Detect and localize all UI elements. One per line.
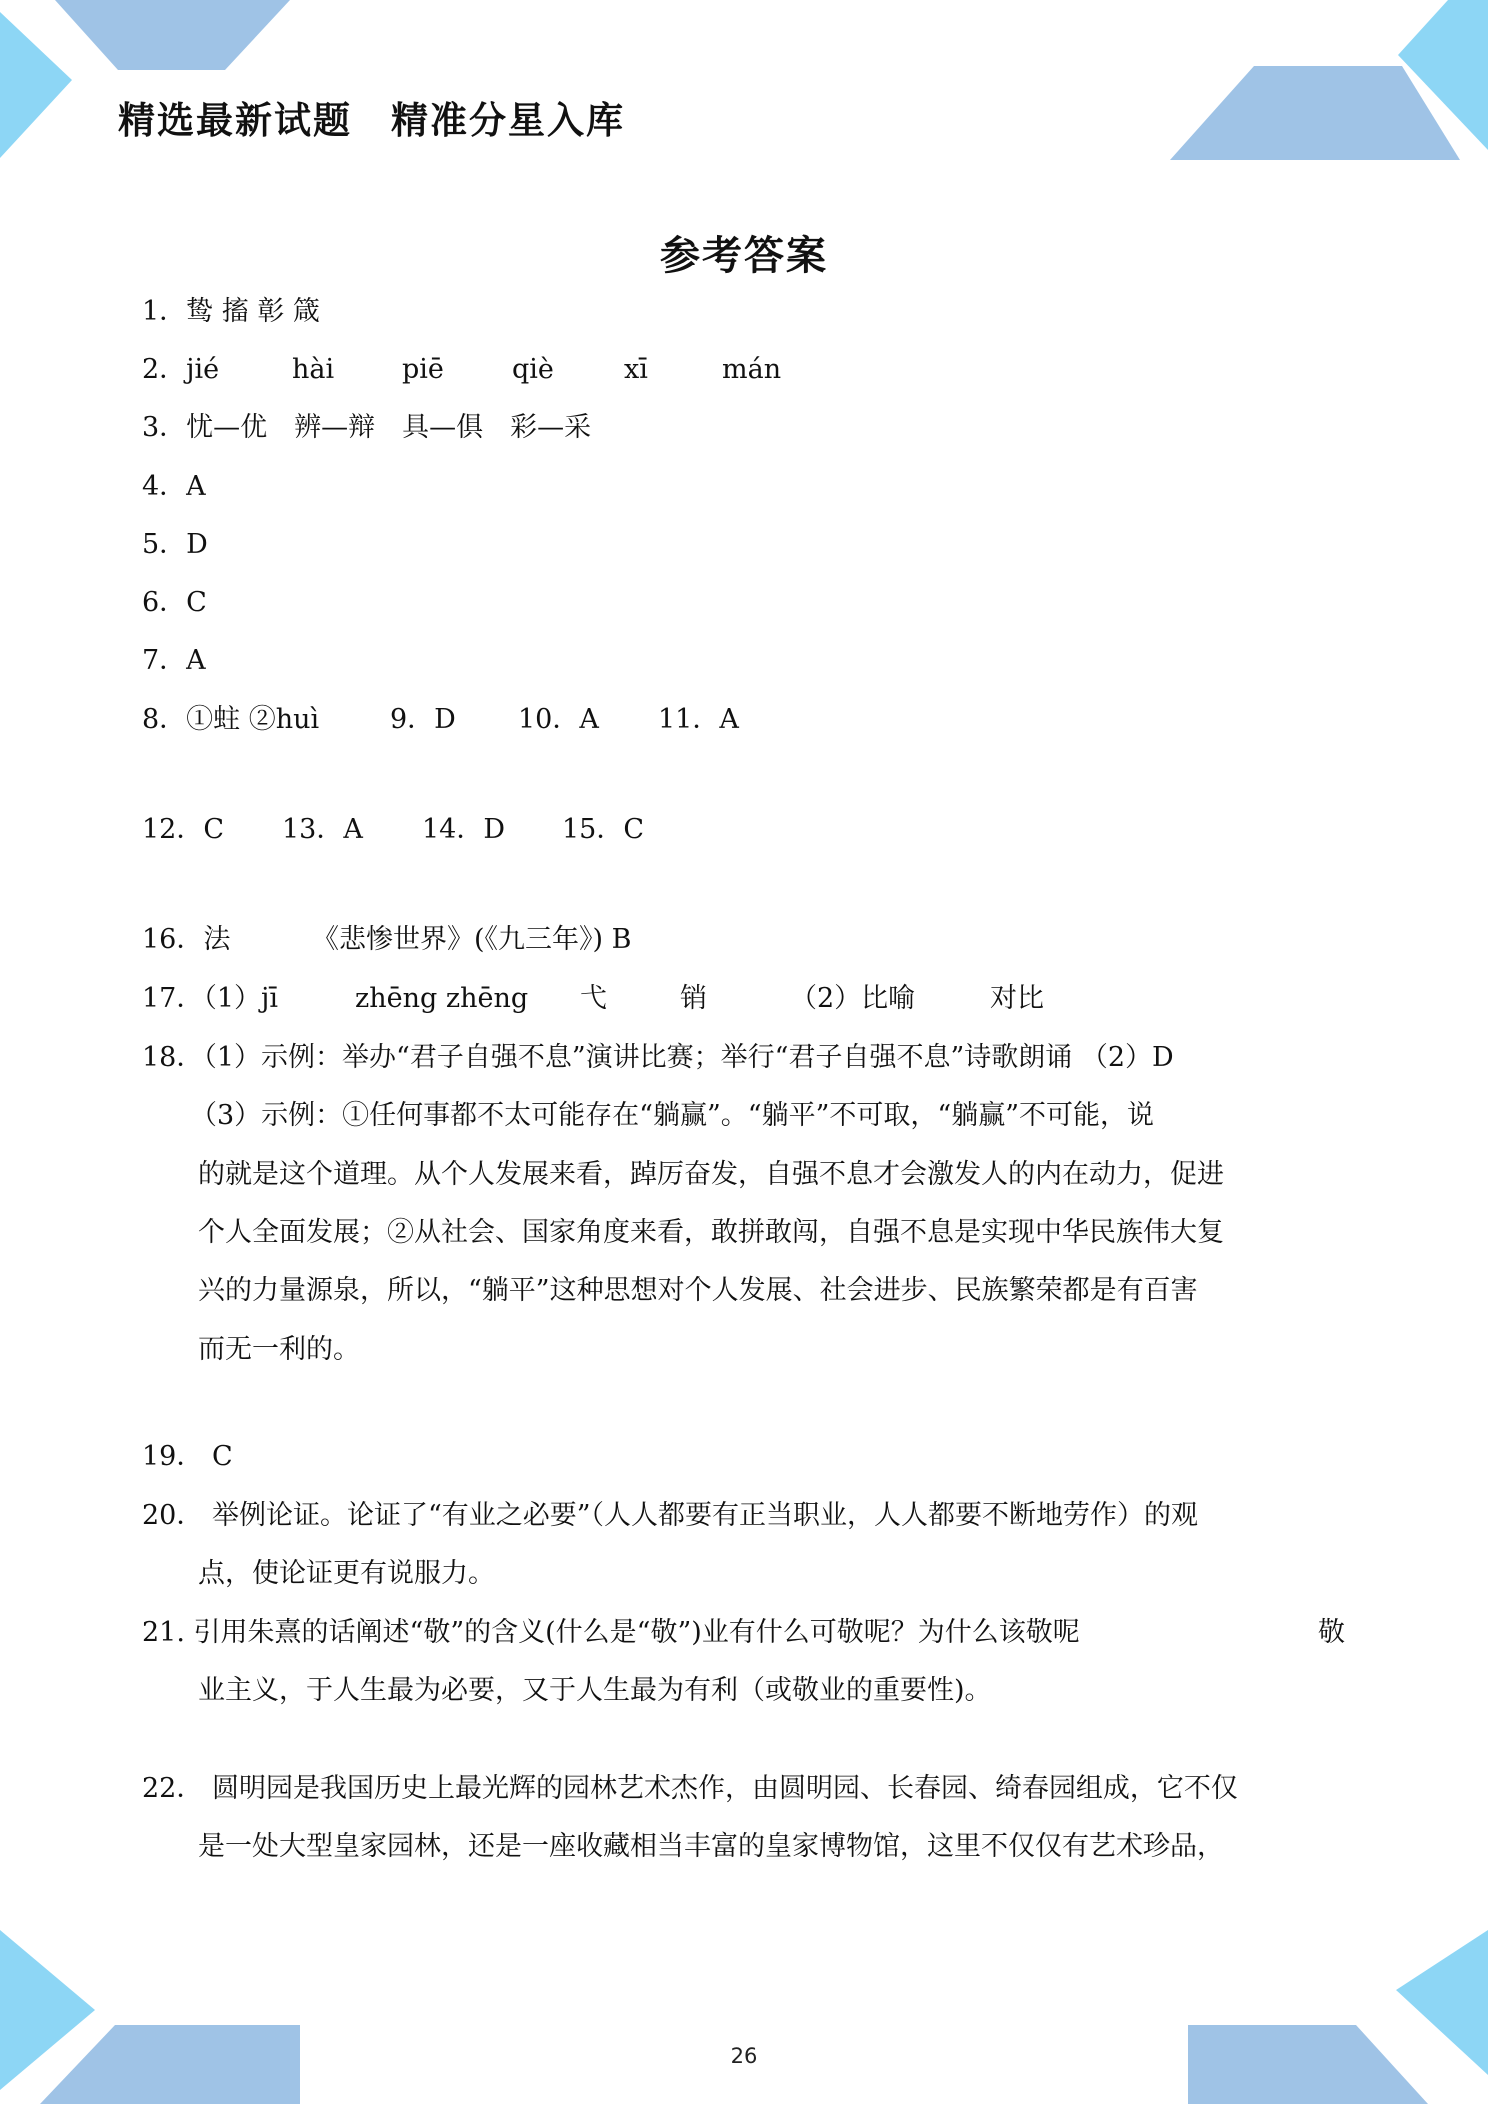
answer-item: 11．A	[658, 704, 739, 735]
answer-item: 弋	[580, 983, 607, 1014]
answer-item: 16．法	[142, 924, 231, 955]
answer-item: 14．D	[422, 814, 506, 845]
bottom-right-corner-decoration	[1168, 1930, 1488, 2104]
answer-item: 9．D	[390, 704, 456, 735]
answer-item: 8．①蛀 ②huì	[142, 704, 320, 735]
answer-21-line: 敬	[1318, 1617, 1345, 1648]
top-left-corner-decoration	[0, 0, 300, 170]
answer-12-15	[142, 810, 644, 850]
answer-item: 15．C	[562, 814, 645, 845]
answer-item: 《悲惨世界》(《九三年》) B	[312, 924, 632, 955]
answer-5: 5．D	[142, 529, 208, 560]
top-right-corner-decoration	[1170, 0, 1488, 170]
answer-21-line: 业主义，于人生最为必要，又于人生最为有利（或敬业的重要性)。	[198, 1675, 992, 1706]
answer-2-part: mán	[722, 354, 782, 385]
answer-2-part: hài	[292, 354, 335, 385]
answer-20-line: 20． 举例论证。论证了“有业之必要”（人人都要有正当职业，人人都要不断地劳作）的观	[142, 1500, 1199, 1531]
bottom-left-corner-decoration	[0, 1930, 320, 2104]
answer-19: 19． C	[142, 1441, 233, 1472]
answer-item: zhēng zhēng	[355, 983, 529, 1014]
answer-17	[142, 979, 1044, 1019]
answer-18-line: 的就是这个道理。从个人发展来看，踔厉奋发，自强不息才会激发人的内在动力，促进	[198, 1159, 1224, 1190]
answer-2-part: piē	[402, 354, 444, 385]
answer-18-line: （3）示例：①任何事都不太可能存在“躺赢”。“躺平”不可取，“躺赢”不可能，说	[190, 1100, 1154, 1131]
answer-2-part: xī	[624, 354, 648, 385]
answer-21-line: 21. 引用朱熹的话阐述“敬”的含义(什么是“敬”)业有什么可敬呢？为什么该敬呢	[142, 1617, 1080, 1648]
answer-18-line: 个人全面发展；②从社会、国家角度来看，敢拼敢闯，自强不息是实现中华民族伟大复	[198, 1217, 1224, 1248]
answer-3: 3．忧—优 辨—辩 具—俱 彩—采	[142, 412, 592, 443]
answer-item: （2）比喻	[790, 983, 916, 1014]
answer-8-11	[142, 700, 739, 740]
answer-item: 销	[680, 983, 707, 1014]
answer-4: 4．A	[142, 471, 206, 502]
answer-18-line: 18．（1）示例：举办“君子自强不息”演讲比赛；举行“君子自强不息”诗歌朗诵 （2）D	[142, 1042, 1174, 1073]
document-title: 参考答案	[660, 233, 828, 279]
answer-22-line: 22． 圆明园是我国历史上最光辉的园林艺术杰作，由圆明园、长春园、绮春园组成，它不仅	[142, 1773, 1238, 1804]
answer-item: 12．C	[142, 814, 225, 845]
answer-20-line: 点，使论证更有说服力。	[198, 1558, 495, 1589]
answer-2-part: qiè	[512, 354, 554, 385]
page-number: 26	[730, 2044, 758, 2068]
answer-18-line: 兴的力量源泉，所以，“躺平”这种思想对个人发展、社会进步、民族繁荣都是有百害	[198, 1275, 1198, 1306]
answer-item: 对比	[990, 983, 1044, 1014]
answer-item: 10．A	[518, 704, 599, 735]
answer-item: 13．A	[282, 814, 363, 845]
answer-7: 7．A	[142, 645, 206, 676]
answer-1: 1．鸷 搐 彰 箴	[142, 296, 320, 327]
answer-16	[142, 920, 632, 960]
answer-22-line: 是一处大型皇家园林，还是一座收藏相当丰富的皇家博物馆，这里不仅仅有艺术珍品，	[198, 1831, 1224, 1862]
answer-18-line: 而无一利的。	[198, 1334, 360, 1365]
answer-2	[142, 350, 781, 390]
header-slogan: 精选最新试题 精准分星入库	[118, 99, 625, 142]
answer-2-part: 2．jié	[142, 354, 220, 385]
answer-6: 6．C	[142, 587, 207, 618]
answer-item: 17．（1）jī	[142, 983, 279, 1014]
